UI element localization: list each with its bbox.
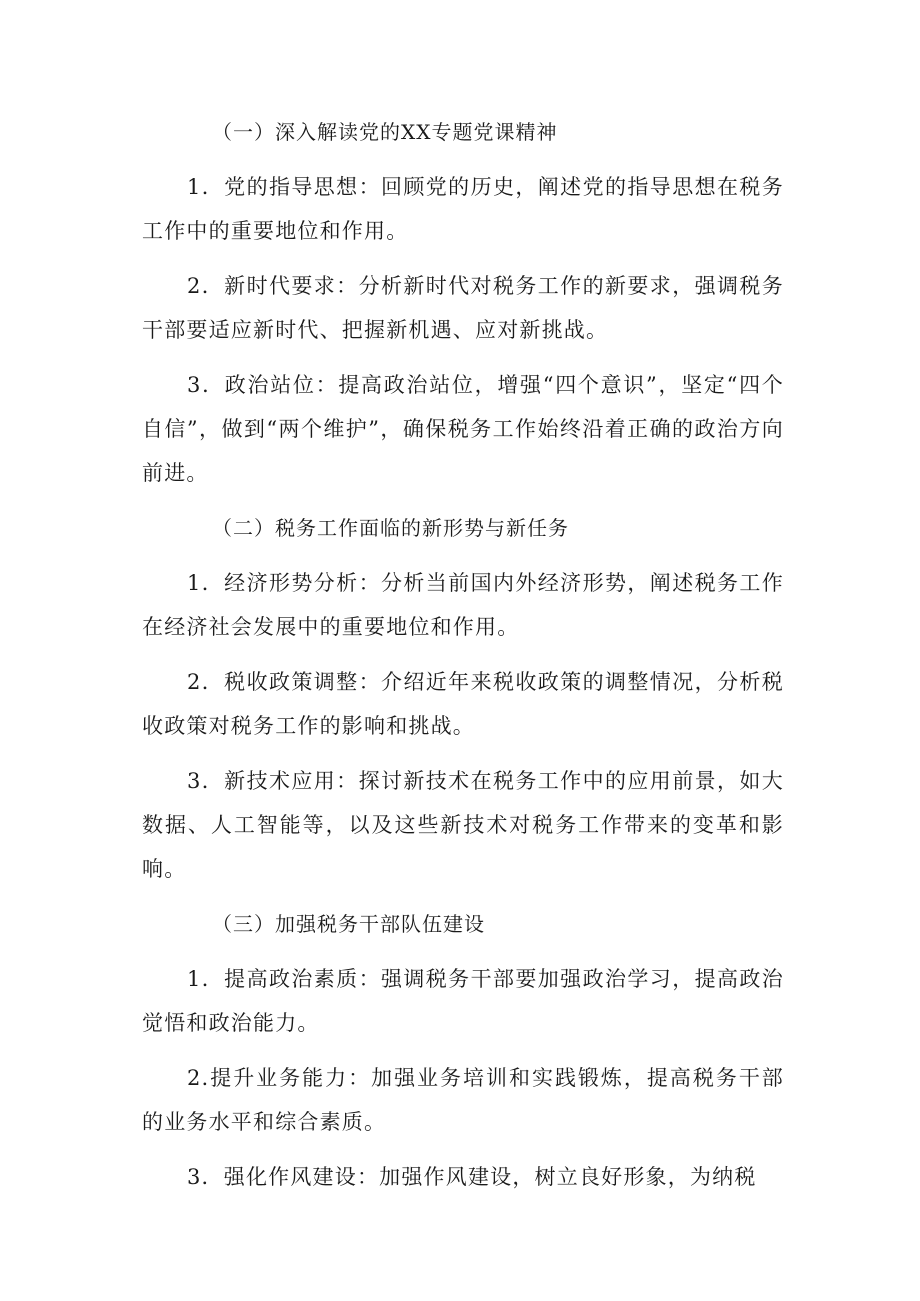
- section-heading-3: （三）加强税务干部队伍建设: [212, 912, 485, 936]
- section-heading-2: （二）税务工作面临的新形势与新任务: [212, 516, 569, 540]
- paragraph-2-2: 2．税收政策调整：介绍近年来税收政策的调整情况，分析税收政策对税务工作的影响和挑战。: [142, 670, 784, 738]
- paragraph-3-1: 1．提高政治素质：强调税务干部要加强政治学习，提高政治觉悟和政治能力。: [142, 967, 784, 1035]
- section-heading-1: （一）深入解读党的XX专题党课精神: [212, 120, 558, 144]
- paragraph-1-1: 1．党的指导思想：回顾党的历史，阐述党的指导思想在税务工作中的重要地位和作用。: [142, 175, 784, 243]
- paragraph-1-3: 3．政治站位：提高政治站位，增强“四个意识”，坚定“四个自信”，做到“两个维护”，确保税务工作始终沿着正确的政治方向前进。: [142, 373, 784, 485]
- paragraph-1-2: 2．新时代要求：分析新时代对税务工作的新要求，强调税务干部要适应新时代、把握新机遇、应对新挑战。: [142, 274, 784, 342]
- document-body: [142, 110, 784, 1199]
- paragraph-2-1: 1．经济形势分析：分析当前国内外经济形势，阐述税务工作在经济社会发展中的重要地位和作用。: [142, 571, 784, 639]
- paragraph-3-3: 3．强化作风建设：加强作风建设，树立良好形象，为纳税: [187, 1165, 757, 1189]
- paragraph-3-2: 2.提升业务能力：加强业务培训和实践锻炼，提高税务干部的业务水平和综合素质。: [142, 1066, 784, 1134]
- paragraph-2-3: 3．新技术应用：探讨新技术在税务工作中的应用前景，如大数据、人工智能等，以及这些新技术对税务工作带来的变革和影响。: [142, 769, 784, 881]
